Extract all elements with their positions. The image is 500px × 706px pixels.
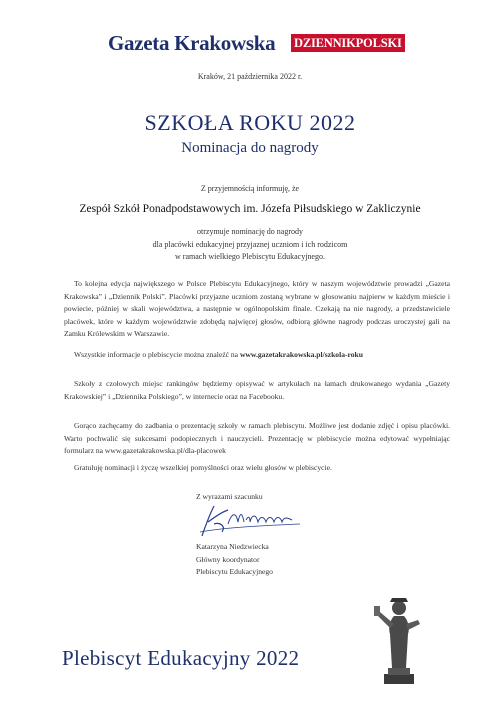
signer-org: Plebiscytu Edukacyjnego [196, 567, 273, 576]
award-line: otrzymuje nominację do nagrody [197, 227, 303, 236]
signer-name: Katarzyna Niedzwiecka [196, 542, 269, 551]
footer-title: Plebiscyt Edukacyjny 2022 [62, 646, 300, 670]
info-prefix: Wszystkie informacje o plebiscycie można znaleźć na [74, 350, 240, 359]
signoff: Z wyrazami szacunku [196, 492, 263, 501]
award-line: dla placówki edukacyjnej przyjaznej uczniom i ich rodzicom [152, 239, 348, 249]
school-name: Zespół Szkół Ponadpodstawowych im. Józefa Piłsudskiego w Zakliczynie [79, 203, 421, 215]
header-logos [0, 30, 500, 56]
paragraph-articles: Szkoły z czołowych miejsc rankingów będziemy opisywać w artykułach na łamach drukowanego wydania „Gazety Krakowskiej” i „Dziennika Polskiego”, w internecie oraz na Facebooku. [64, 379, 450, 401]
award-line: w ramach wielkiego Plebiscytu Edukacyjnego. [175, 252, 325, 261]
signer-block [196, 541, 273, 579]
intro-line: Z przyjemnością informuję, że [200, 184, 300, 193]
signer-role: Główny koordynator [196, 554, 260, 564]
paragraph-congrats: Gratuluję nominacji i życzę wszelkiej pomyślności oraz wielu głosów w plebiscycie. [74, 463, 332, 472]
page-title: SZKOŁA ROKU 2022 [144, 110, 356, 135]
dziennik-polski-logo: DZIENNIKPOLSKI [291, 34, 405, 52]
paragraph-info [64, 349, 450, 362]
plebiscite-link[interactable]: www.gazetakrakowska.pl/szkola-roku [239, 350, 363, 359]
paragraph-edition: To kolejna edycja największego w Polsce Plebiscytu Edukacyjnego, który w naszym województwie prowadzi „Gazeta Krakowska” i „Dziennik Polski”. Placówki przyjazne uczniom zostaną wybrane w głosowaniu najpierw w każdym mieście i powiecie, później w skali województwa, a następnie w ogólnopolskim finale. Czekają na nie nagrody, a przedstawiciele placówek, które w każdym województwie zdobędą najwięcej głosów, odbiorą główne nagrody podczas uroczystej gali na Zamku Królewskim w Warszawie. [64, 279, 450, 339]
paragraph-presentation: Gorąco zachęcamy do zadbania o prezentację szkoły w ramach plebiscytu. Możliwe jest dodanie zdjęć i opisu placówki. Warto pochwalić się sukcesami podopiecznych i nauczycieli. Prezentację w plebiscycie można edytować wypełniając formularz na www.gazetakrakowska.pl/dla-placowek [64, 421, 450, 456]
award-text [0, 226, 500, 264]
signature [192, 502, 312, 538]
gazeta-krakowska-logo: Gazeta Krakowska [108, 31, 276, 55]
statue-trophy-icon [372, 584, 426, 686]
page-subtitle: Nominacja do nagrody [181, 140, 319, 156]
letter-date: Kraków, 21 października 2022 r. [197, 72, 303, 81]
